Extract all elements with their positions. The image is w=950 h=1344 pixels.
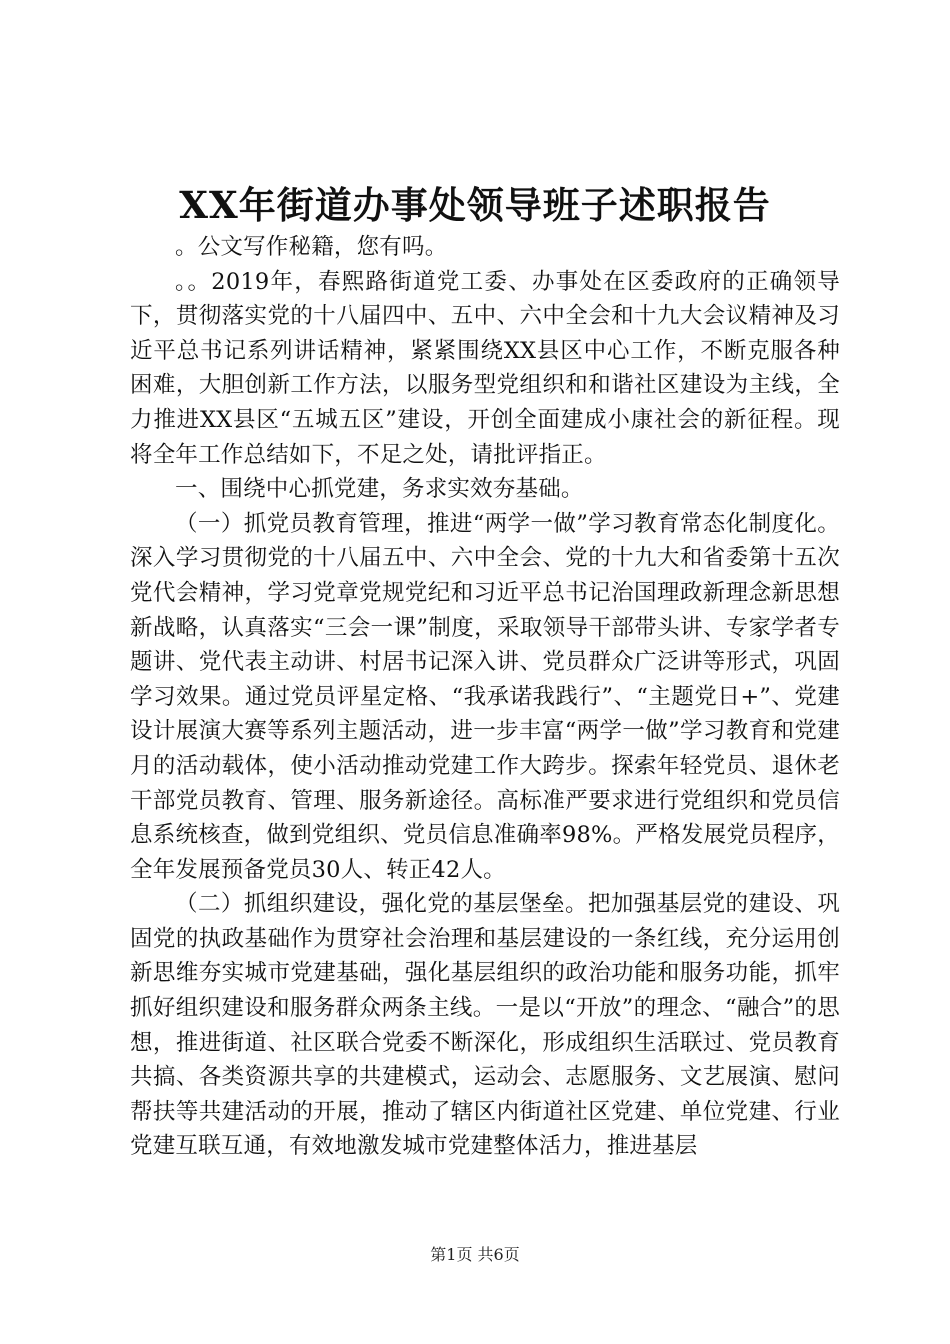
page-number-footer: 第1页 共6页 [430, 1245, 520, 1264]
body-paragraph: 。。2019年，春熙路街道党工委、办事处在区委政府的正确领导下，贯彻落实党的十八届四中、五中、六中全会和十九大会议精神及习近平总书记系列讲话精神，紧紧围绕XX县区中心工作，不断克服各种困难，大胆创新工作方法，以服务型党组织和和谐社区建设为主线，全力推进XX县区“五城五区”建设，开创全面建成小康社会的新征程。现将全年工作总结如下，不足之处，请批评指正。 [130, 268, 840, 468]
body-paragraph: （二）抓组织建设，强化党的基层堡垒。把加强基层党的建设、巩固党的执政基础作为贯穿社会治理和基层建设的一条红线，充分运用创新思维夯实城市党建基础，强化基层组织的政治功能和服务功能，抓牢抓好组织建设和服务群众两条主线。一是以“开放”的理念、“融合”的思想，推进街道、社区联合党委不断深化，形成组织生活联过、党员教育共搞、各类资源共享的共建模式，运动会、志愿服务、文艺展演、慰问帮扶等共建活动的开展，推动了辖区内街道社区党建、单位党建、行业党建互联互通，有效地激发城市党建整体活力，推进基层 [130, 891, 840, 1160]
body-paragraph: 。公文写作秘籍，您有吗。 [175, 234, 448, 260]
document-title: XX年街道办事处领导班子述职报告 [179, 183, 771, 227]
document-body [130, 230, 840, 1164]
body-paragraph: （一）抓党员教育管理，推进“两学一做”学习教育常态化制度化。深入学习贯彻党的十八届五中、六中全会、党的十九大和省委第十五次党代会精神，学习党章党规党纪和习近平总书记治国理政新理念新思想新战略，认真落实“三会一课”制度，采取领导干部带头讲、专家学者专题讲、党代表主动讲、村居书记深入讲、党员群众广泛讲等形式，巩固学习效果。通过党员评星定格、“我承诺我践行”、“主题党日+”、党建设计展演大赛等系列主题活动，进一步丰富“两学一做”学习教育和党建月的活动载体，使小活动推动党建工作大跨步。探索年轻党员、退休老干部党员教育、管理、服务新途径。高标准严要求进行党组织和党员信息系统核查，做到党组织、党员信息准确率98%。严格发展党员程序，全年发展预备党员30人、转正42人。 [130, 510, 840, 883]
section-heading: 一、围绕中心抓党建，务求实效夯基础。 [175, 476, 584, 503]
